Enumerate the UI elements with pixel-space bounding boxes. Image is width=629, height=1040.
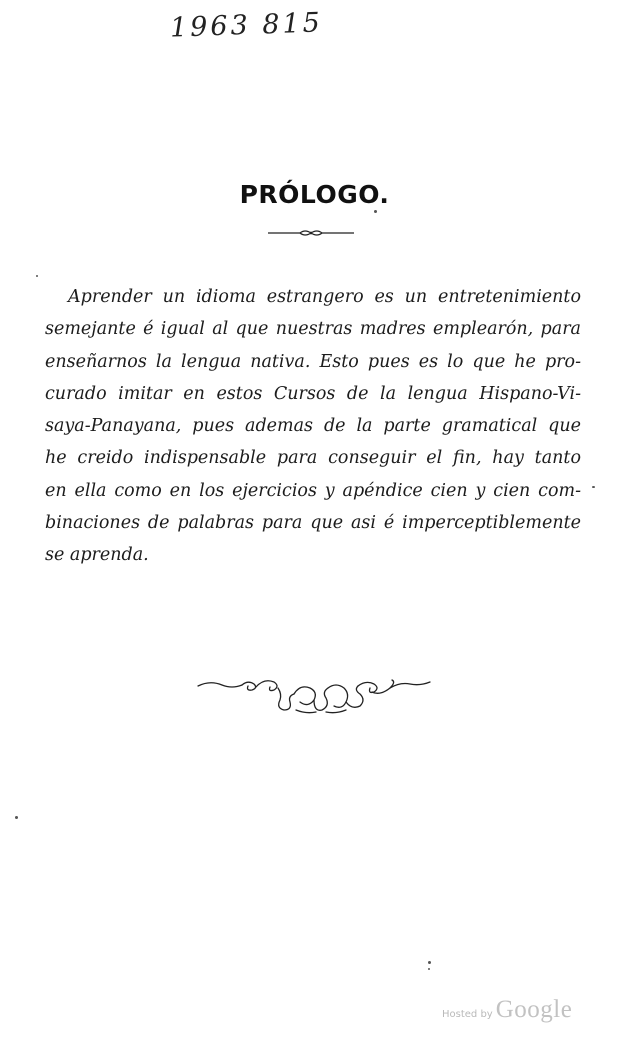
prologue-line: enseñarnos la lengua nativa. Esto pues es lo que he pro- xyxy=(45,351,581,372)
prologue-line: en ella como en los ejercicios y apéndice cien y cien com- xyxy=(45,480,581,501)
prologue-line: se aprenda. xyxy=(45,545,149,566)
google-watermark xyxy=(442,996,572,1026)
title-ornament-rule xyxy=(268,226,354,240)
ink-speck xyxy=(592,486,595,488)
ink-speck xyxy=(428,961,431,964)
decorative-fleuron xyxy=(196,670,432,716)
ink-speck xyxy=(374,210,377,213)
ink-speck xyxy=(428,968,430,970)
ink-speck xyxy=(15,816,18,819)
prologue-line: Aprender un idioma estrangero es un entretenimiento xyxy=(68,287,581,307)
prologue-line: saya-Panayana, pues ademas de la parte gramatical que xyxy=(45,416,581,437)
prologue-line: binaciones de palabras para que asi é imperceptiblemente xyxy=(45,513,581,534)
watermark-prefix: Hosted by xyxy=(442,1009,493,1020)
prologue-line: semejante é igual al que nuestras madres emplearón, para xyxy=(45,319,581,340)
google-logo: Google xyxy=(495,996,573,1023)
handwritten-call-number: 1963 815 xyxy=(169,7,324,44)
ink-speck xyxy=(36,275,38,277)
prologue-line: curado imitar en estos Cursos de la lengua Hispano-Vi- xyxy=(45,383,581,404)
page-title: PRÓLOGO. xyxy=(239,180,390,209)
prologue-paragraph xyxy=(45,281,581,572)
prologue-line: he creido indispensable para conseguir el fin, hay tanto xyxy=(45,448,581,469)
